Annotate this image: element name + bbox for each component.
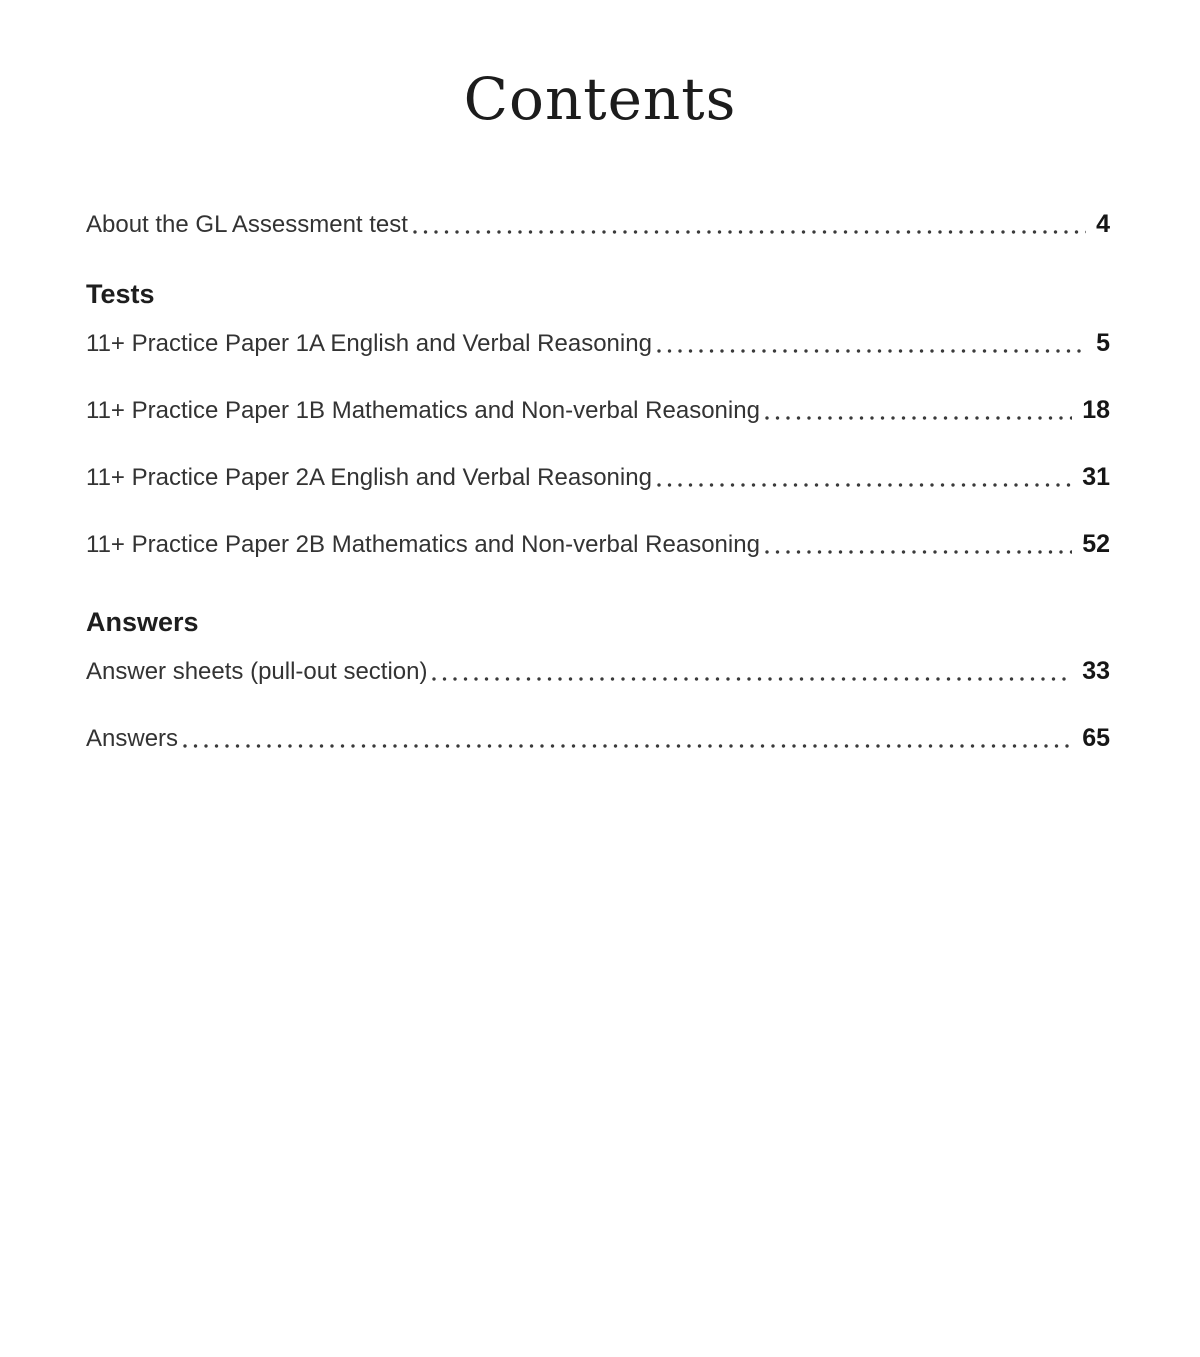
toc-entry-label: 11+ Practice Paper 1A English and Verbal Reasoning bbox=[86, 330, 652, 357]
toc-entry-page: 65 bbox=[1082, 724, 1110, 752]
section-entries-tests bbox=[86, 327, 1110, 561]
dot-leader bbox=[657, 483, 1072, 487]
toc-entry-page: 33 bbox=[1082, 657, 1110, 685]
toc-entry-page: 4 bbox=[1096, 210, 1110, 238]
toc-entry bbox=[86, 655, 1110, 688]
toc-entry-label: 11+ Practice Paper 2A English and Verbal Reasoning bbox=[86, 464, 652, 491]
dot-leader bbox=[432, 677, 1072, 681]
dot-leader bbox=[413, 230, 1086, 234]
dot-leader bbox=[183, 744, 1072, 748]
toc-entry-page: 52 bbox=[1082, 530, 1110, 558]
toc-entry bbox=[86, 394, 1110, 427]
toc-entry bbox=[86, 722, 1110, 755]
section-heading-tests: Tests bbox=[86, 279, 155, 309]
dot-leader bbox=[765, 550, 1072, 554]
toc-entry bbox=[86, 461, 1110, 494]
section-heading-answers: Answers bbox=[86, 607, 199, 637]
toc-entry-label: Answer sheets (pull-out section) bbox=[86, 658, 428, 685]
toc-entry-page: 31 bbox=[1082, 463, 1110, 491]
page-title: Contents bbox=[463, 65, 737, 133]
toc-entry-page: 5 bbox=[1096, 329, 1110, 357]
toc-entry-label: About the GL Assessment test bbox=[86, 211, 408, 238]
toc-entry bbox=[86, 528, 1110, 561]
dot-leader bbox=[657, 349, 1086, 353]
toc-entry-label: Answers bbox=[86, 725, 179, 752]
toc-entry bbox=[86, 208, 1110, 241]
section-entries-answers bbox=[86, 655, 1110, 755]
toc-entry-label: 11+ Practice Paper 2B Mathematics and Non-verbal Reasoning bbox=[86, 531, 760, 558]
table-of-contents bbox=[0, 208, 1200, 755]
dot-leader bbox=[765, 416, 1072, 420]
toc-entry bbox=[86, 327, 1110, 360]
toc-entry-label: 11+ Practice Paper 1B Mathematics and Non-verbal Reasoning bbox=[86, 397, 760, 424]
toc-entry-page: 18 bbox=[1082, 396, 1110, 424]
